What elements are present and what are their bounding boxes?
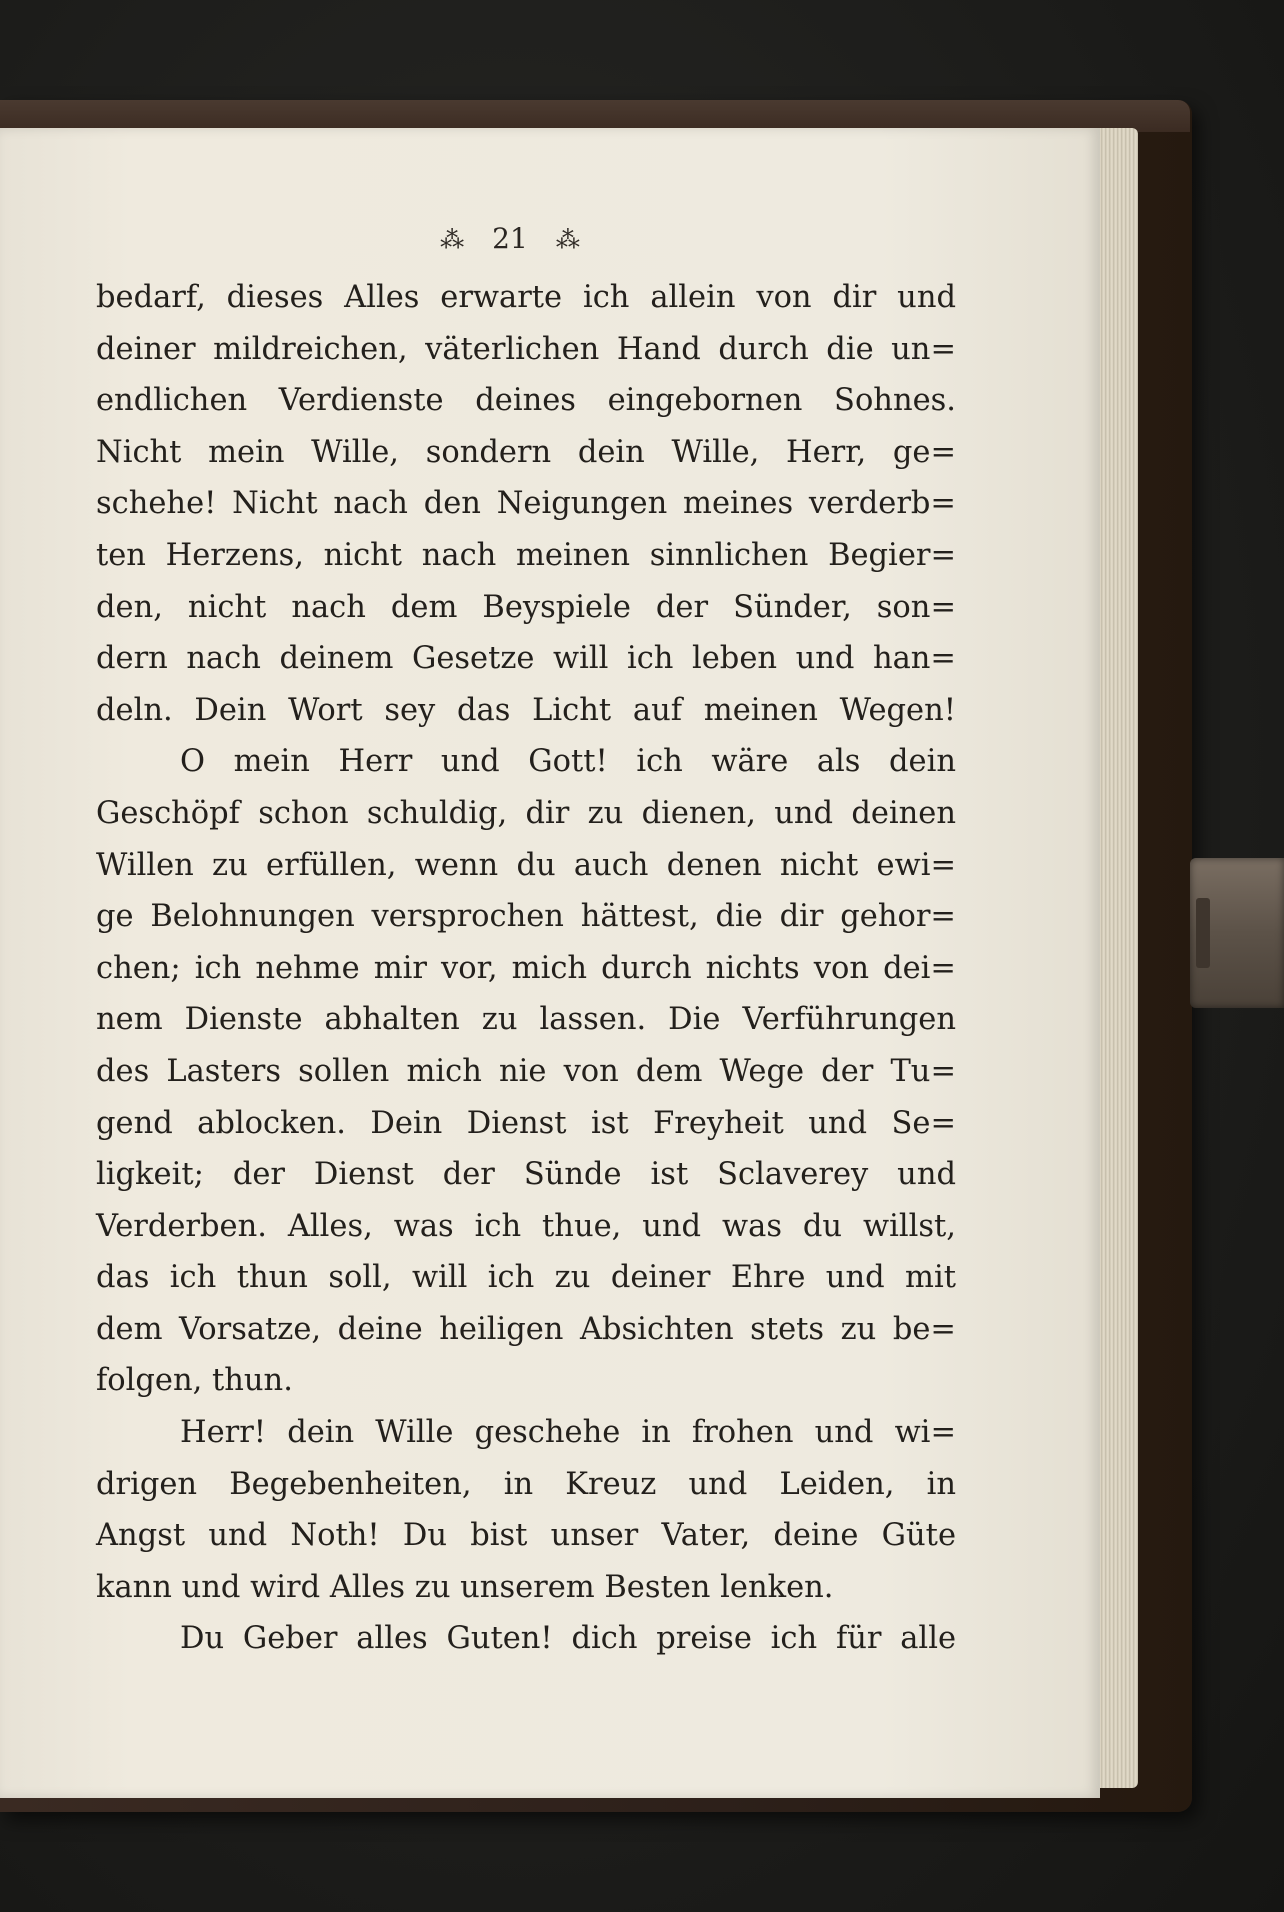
ornament-right-icon: ⁂ xyxy=(555,226,580,254)
text-line: Geschöpf schon schuldig, dir zu dienen, und deinen xyxy=(96,795,956,831)
text-line: Verderben. Alles, was ich thue, und was du willst, xyxy=(96,1208,956,1244)
text-line: deln. Dein Wort sey das Licht auf meinen Wegen! xyxy=(96,692,956,728)
text-line: endlichen Verdienste deines eingebornen Sohnes. xyxy=(96,383,956,419)
text-line: Nicht mein Wille, sondern dein Wille, Herr, ge= xyxy=(96,434,956,470)
text-line: den, nicht nach dem Beyspiele der Sünder, son= xyxy=(96,589,956,625)
text-line: ten Herzens, nicht nach meinen sinnlichen Begier= xyxy=(96,537,956,573)
text-line: ligkeit; der Dienst der Sünde ist Sclaverey und xyxy=(96,1157,956,1193)
text-line: Du Geber alles Guten! dich preise ich für alle xyxy=(180,1621,956,1657)
text-line: Willen zu erfüllen, wenn du auch denen nicht ewi= xyxy=(96,847,956,883)
page-number: 21 xyxy=(492,222,528,255)
page-header xyxy=(380,222,640,255)
text-line: dern nach deinem Gesetze will ich leben und han= xyxy=(96,641,956,677)
text-line: des Lasters sollen mich nie von dem Wege der Tu= xyxy=(96,1053,956,1089)
text-line: dem Vorsatze, deine heiligen Absichten stets zu be= xyxy=(96,1311,956,1347)
text-line: deiner mildreichen, väterlichen Hand durch die un= xyxy=(96,331,956,367)
text-line: bedarf, dieses Alles erwarte ich allein von dir und xyxy=(96,280,956,315)
clasp-hinge-icon xyxy=(1196,898,1210,968)
ornament-left-icon: ⁂ xyxy=(440,226,465,254)
text-line: Herr! dein Wille geschehe in frohen und wi= xyxy=(180,1415,956,1451)
text-line: nem Dienste abhalten zu lassen. Die Verführungen xyxy=(96,1002,956,1038)
text-line: schehe! Nicht nach den Neigungen meines verderb= xyxy=(96,486,956,522)
page-body-text xyxy=(96,272,956,1665)
text-line: chen; ich nehme mir vor, mich durch nichts von dei= xyxy=(96,950,956,986)
text-line: gend ablocken. Dein Dienst ist Freyheit und Se= xyxy=(96,1105,956,1141)
text-line: O mein Herr und Gott! ich wäre als dein xyxy=(180,744,956,780)
text-line: das ich thun soll, will ich zu deiner Ehre und mit xyxy=(96,1260,956,1296)
text-line: kann und wird Alles zu unserem Besten lenken. xyxy=(96,1569,834,1605)
text-line: folgen, thun. xyxy=(96,1363,293,1399)
text-line: ge Belohnungen versprochen hättest, die dir gehor= xyxy=(96,899,956,935)
text-line: Angst und Noth! Du bist unser Vater, deine Güte xyxy=(96,1518,956,1554)
text-line: drigen Begebenheiten, in Kreuz und Leiden, in xyxy=(96,1466,956,1502)
